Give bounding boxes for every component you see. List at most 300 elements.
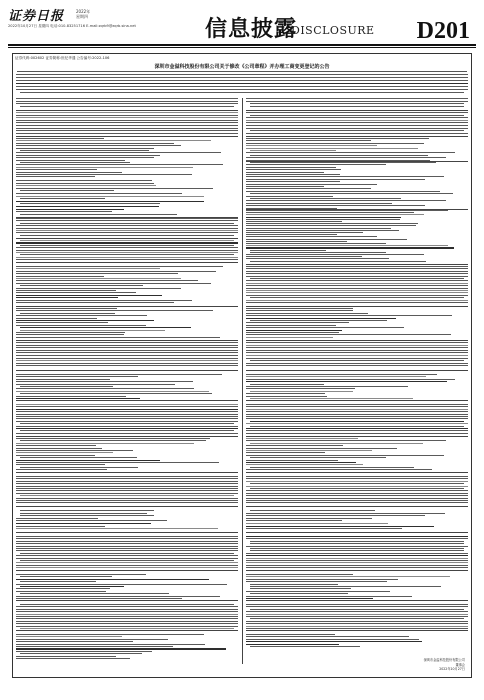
newspaper-logo: 证券日报	[8, 9, 65, 24]
text-line	[246, 143, 424, 144]
text-line	[246, 223, 418, 224]
text-line	[16, 218, 238, 219]
text-line	[250, 250, 326, 251]
intro-paragraph	[16, 74, 468, 96]
section-separator	[16, 136, 238, 137]
text-line	[16, 183, 154, 184]
text-line	[16, 611, 238, 612]
text-line	[16, 488, 238, 489]
text-line	[246, 138, 429, 139]
text-line	[16, 438, 210, 439]
text-line	[16, 526, 105, 527]
section-separator	[16, 436, 238, 437]
text-line	[246, 221, 342, 222]
text-line	[246, 386, 408, 387]
text-line	[250, 278, 464, 279]
text-line	[16, 266, 223, 267]
announcement-title: 深圳市金溢科技股份有限公司关于修改《公司章程》并办理工商变更登记的公告	[154, 64, 330, 70]
text-line	[16, 404, 238, 405]
text-line	[246, 342, 468, 343]
text-line	[16, 302, 174, 303]
text-line	[16, 460, 160, 461]
text-line	[246, 374, 437, 375]
text-line	[16, 300, 192, 301]
text-line	[20, 576, 112, 577]
text-line	[16, 536, 238, 537]
text-line	[16, 528, 218, 529]
text-line	[20, 106, 234, 107]
text-line	[16, 143, 174, 144]
section-title-cn: 信息披露	[205, 16, 298, 42]
text-line	[16, 409, 238, 410]
text-line	[16, 290, 116, 291]
text-line	[16, 145, 181, 146]
text-line	[20, 430, 234, 431]
text-line	[246, 352, 468, 353]
column-divider	[242, 98, 243, 664]
text-line	[246, 598, 373, 599]
text-line	[16, 310, 213, 311]
text-line	[250, 198, 401, 199]
announcement-meta: 证券代码:002602 证券简称:世纪华通 公告编号:2022-106	[15, 56, 110, 60]
text-line	[246, 302, 468, 303]
text-line	[20, 653, 142, 654]
text-line	[16, 469, 107, 470]
text-line	[250, 320, 387, 321]
text-line	[250, 391, 353, 392]
text-line	[16, 421, 238, 422]
text-line	[246, 462, 356, 463]
text-line	[20, 330, 165, 331]
text-line	[16, 455, 95, 456]
logo-subtext	[76, 9, 90, 19]
text-line	[246, 101, 468, 102]
text-line	[246, 243, 386, 244]
text-line	[246, 406, 468, 407]
text-line	[246, 145, 377, 146]
text-line	[250, 457, 386, 458]
text-line	[246, 596, 412, 597]
text-line	[16, 658, 130, 659]
text-line	[16, 193, 182, 194]
text-line	[246, 500, 468, 501]
text-line	[20, 245, 234, 246]
text-line	[16, 83, 468, 84]
text-line	[250, 193, 453, 194]
text-line	[246, 639, 419, 640]
text-line	[16, 646, 173, 647]
text-line	[246, 396, 327, 397]
text-line	[16, 155, 160, 156]
text-line	[20, 162, 130, 163]
text-line	[16, 648, 226, 649]
text-line	[16, 188, 213, 189]
text-line	[16, 574, 146, 575]
text-line	[250, 421, 464, 422]
text-line	[16, 555, 238, 556]
text-line	[16, 242, 238, 243]
text-line	[246, 476, 468, 477]
text-line	[20, 92, 464, 93]
text-line	[16, 565, 238, 566]
text-line	[16, 490, 238, 491]
text-line	[20, 604, 234, 605]
text-line	[250, 488, 464, 489]
text-line	[16, 152, 221, 153]
text-line	[20, 386, 113, 387]
text-line	[16, 148, 154, 149]
text-line	[16, 315, 147, 316]
text-line	[16, 493, 238, 494]
text-line	[20, 254, 234, 255]
text-line	[250, 106, 464, 107]
text-line	[16, 283, 211, 284]
text-line	[246, 560, 468, 561]
text-line	[20, 423, 234, 424]
text-line	[16, 464, 105, 465]
text-line	[16, 337, 220, 338]
text-line	[250, 646, 360, 647]
text-line	[16, 209, 124, 210]
text-line	[16, 452, 113, 453]
logo-subtext-line: 2022年	[76, 9, 91, 14]
text-line	[246, 606, 468, 607]
text-line	[246, 332, 339, 333]
text-line	[16, 180, 152, 181]
text-line	[16, 391, 209, 392]
text-line	[246, 181, 340, 182]
text-line	[16, 538, 238, 539]
text-line	[16, 644, 205, 645]
text-line	[16, 500, 238, 501]
text-line	[246, 167, 336, 168]
text-line	[246, 365, 468, 366]
text-line	[250, 543, 464, 544]
text-line	[16, 462, 219, 463]
text-line	[246, 205, 425, 206]
text-line	[20, 327, 191, 328]
text-line	[16, 520, 167, 521]
text-line	[16, 271, 216, 272]
text-line	[246, 157, 446, 158]
text-line	[16, 276, 104, 277]
text-line	[246, 128, 468, 129]
text-line	[246, 579, 398, 580]
text-line	[16, 297, 118, 298]
text-line	[16, 196, 204, 197]
text-line	[20, 214, 177, 215]
text-line	[246, 117, 468, 118]
text-line	[246, 247, 454, 248]
text-line	[246, 604, 468, 605]
text-line	[246, 623, 468, 624]
text-line	[16, 140, 211, 141]
text-line	[16, 350, 238, 351]
text-line	[246, 418, 468, 419]
text-line	[20, 467, 138, 468]
text-line	[246, 616, 468, 617]
text-line	[16, 292, 136, 293]
text-line	[246, 345, 468, 346]
sign-off-date: 2022年10月27日	[439, 666, 465, 671]
text-line	[246, 271, 468, 272]
text-line	[16, 651, 152, 652]
text-line	[246, 300, 468, 301]
text-line	[16, 636, 122, 637]
text-line	[16, 128, 238, 129]
section-separator	[246, 209, 468, 210]
text-line	[246, 337, 333, 338]
text-line	[250, 261, 426, 262]
text-line	[16, 112, 238, 113]
text-line	[246, 409, 468, 410]
text-line	[20, 515, 154, 516]
text-line	[246, 241, 347, 242]
text-line	[16, 598, 182, 599]
text-line	[16, 347, 238, 348]
text-line	[246, 256, 362, 257]
section-separator	[246, 472, 468, 473]
text-line	[16, 318, 97, 319]
text-line	[246, 245, 448, 246]
text-line	[246, 196, 333, 197]
text-line	[246, 448, 397, 449]
text-line	[16, 174, 192, 175]
text-line	[246, 133, 468, 134]
text-line	[246, 283, 468, 284]
text-line	[16, 228, 238, 229]
text-line	[16, 120, 238, 121]
section-separator	[16, 472, 238, 473]
text-line	[246, 285, 468, 286]
text-line	[246, 258, 389, 259]
text-line	[246, 481, 468, 482]
text-line	[16, 618, 238, 619]
text-line	[246, 200, 446, 201]
text-line	[246, 164, 386, 165]
text-line	[246, 295, 468, 296]
text-line	[16, 130, 238, 131]
text-line	[16, 596, 220, 597]
text-line	[16, 641, 133, 642]
text-line	[250, 426, 464, 427]
text-line	[246, 236, 377, 237]
text-line	[250, 618, 464, 619]
text-line	[16, 89, 468, 90]
text-line	[246, 363, 468, 364]
text-line	[20, 513, 147, 514]
text-line	[16, 74, 468, 75]
text-line	[16, 101, 238, 102]
masthead-rule-thin	[8, 47, 476, 48]
sign-off	[424, 658, 465, 671]
text-line	[246, 565, 468, 566]
text-line	[246, 280, 468, 281]
text-line	[250, 541, 464, 542]
left-column	[16, 98, 238, 664]
text-line	[246, 538, 468, 539]
text-line	[246, 268, 468, 269]
text-line	[246, 120, 468, 121]
text-line	[246, 152, 455, 153]
text-line	[16, 379, 110, 380]
text-line	[246, 490, 468, 491]
text-line	[16, 376, 138, 377]
text-line	[250, 510, 375, 511]
text-line	[16, 138, 104, 139]
text-line	[246, 179, 425, 180]
right-column	[246, 98, 468, 664]
text-line	[16, 342, 238, 343]
text-line	[246, 334, 451, 335]
text-line	[246, 515, 425, 516]
section-separator	[16, 400, 238, 401]
text-line	[16, 308, 117, 309]
text-line	[16, 185, 156, 186]
text-line	[16, 268, 160, 269]
text-line	[246, 239, 407, 240]
text-line	[246, 404, 468, 405]
section-separator	[16, 600, 238, 601]
text-line	[16, 103, 238, 104]
section-separator	[246, 264, 468, 265]
text-line	[246, 393, 325, 394]
section-separator	[246, 506, 468, 507]
text-line	[20, 553, 234, 554]
text-line	[16, 450, 133, 451]
text-line	[246, 526, 434, 527]
sign-off-company: 深圳市金溢科技股份有限公司	[423, 658, 465, 663]
text-line	[250, 150, 336, 151]
text-line	[16, 639, 168, 640]
section-title-en: DISCLOSURE	[291, 24, 375, 37]
text-line	[246, 433, 468, 434]
text-line	[246, 486, 468, 487]
text-line	[246, 188, 371, 189]
text-line	[246, 292, 468, 293]
text-line	[246, 574, 353, 575]
text-line	[16, 332, 125, 333]
text-line	[246, 184, 377, 185]
text-line	[246, 214, 424, 215]
text-line	[16, 325, 146, 326]
text-line	[16, 157, 154, 158]
text-line	[16, 626, 238, 627]
text-line	[20, 510, 154, 511]
text-line	[246, 98, 468, 99]
text-line	[246, 644, 339, 645]
sign-off-board: 董事会	[455, 662, 465, 667]
text-line	[246, 228, 391, 229]
text-line	[246, 553, 468, 554]
section-separator	[16, 217, 238, 218]
text-line	[16, 77, 468, 78]
text-line	[250, 550, 464, 551]
text-line	[20, 457, 137, 458]
text-line	[246, 636, 409, 637]
text-line	[250, 384, 324, 385]
text-line	[20, 440, 206, 441]
text-line	[250, 593, 348, 594]
text-line	[16, 476, 238, 477]
text-line	[20, 190, 114, 191]
text-line	[16, 374, 222, 375]
text-line	[16, 398, 140, 399]
text-line	[16, 117, 238, 118]
text-line	[16, 486, 238, 487]
text-line	[246, 313, 368, 314]
page-number: D201	[416, 18, 470, 44]
text-line	[246, 562, 468, 563]
text-line	[246, 493, 468, 494]
text-line	[16, 634, 204, 635]
text-line	[16, 584, 227, 585]
section-separator	[246, 161, 468, 162]
text-line	[246, 576, 450, 577]
text-line	[246, 452, 325, 453]
text-line	[246, 169, 341, 170]
text-line	[246, 450, 372, 451]
text-line	[250, 588, 351, 589]
text-line	[16, 160, 125, 161]
text-line	[246, 350, 468, 351]
text-line	[16, 406, 238, 407]
section-separator	[246, 600, 468, 601]
text-line	[246, 276, 468, 277]
text-line	[246, 502, 468, 503]
text-line	[246, 523, 388, 524]
text-line	[16, 416, 238, 417]
text-line	[20, 313, 115, 314]
text-line	[16, 543, 238, 544]
text-line	[20, 235, 234, 236]
text-line	[246, 430, 468, 431]
text-line	[246, 376, 426, 377]
text-line	[246, 273, 468, 274]
text-line	[16, 588, 110, 589]
text-line	[16, 541, 238, 542]
text-line	[246, 428, 468, 429]
text-line	[16, 523, 151, 524]
text-line	[246, 445, 343, 446]
text-line	[20, 393, 212, 394]
text-line	[246, 174, 340, 175]
text-line	[16, 115, 238, 116]
text-line	[250, 162, 436, 163]
text-line	[20, 240, 234, 241]
section-separator	[16, 570, 238, 571]
section-separator	[16, 262, 238, 263]
text-line	[16, 445, 96, 446]
text-line	[16, 358, 238, 359]
text-line	[16, 567, 238, 568]
text-line	[250, 443, 423, 444]
text-line	[16, 169, 97, 170]
text-line	[16, 363, 238, 364]
text-line	[250, 155, 428, 156]
text-line	[16, 426, 238, 427]
text-line	[16, 320, 154, 321]
text-line	[246, 217, 401, 218]
text-line	[16, 502, 238, 503]
text-line	[16, 609, 238, 610]
section-separator	[16, 110, 238, 111]
section-separator	[246, 436, 468, 437]
section-separator	[16, 340, 238, 341]
text-line	[246, 469, 432, 470]
text-line	[246, 191, 440, 192]
section-separator	[16, 506, 238, 507]
